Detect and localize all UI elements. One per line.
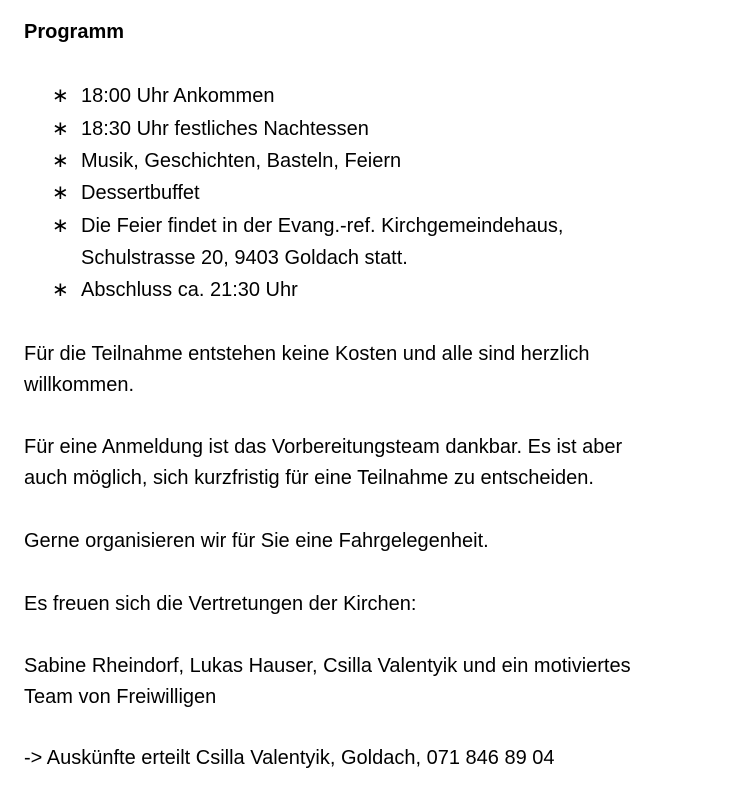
section-heading: Programm (24, 21, 125, 43)
bullet-icon: ∗ (52, 182, 69, 204)
program-item: 18:30 Uhr festliches Nachtessen (81, 118, 369, 140)
program-item: Dessertbuffet (81, 182, 200, 204)
bullet-icon: ∗ (52, 85, 69, 107)
bullet-icon: ∗ (52, 118, 69, 140)
bullet-icon: ∗ (52, 279, 69, 301)
contact-paragraph: -> Auskünfte erteilt Csilla Valentyik, Goldach, 071 846 89 04 (24, 747, 555, 769)
team-paragraph-line2: Team von Freiwilligen (24, 686, 217, 708)
transport-paragraph: Gerne organisieren wir für Sie eine Fahrgelegenheit. (24, 530, 489, 552)
registration-paragraph-line2: auch möglich, sich kurzfristig für eine Teilnahme zu entscheiden. (24, 467, 594, 489)
costs-paragraph-line2: willkommen. (24, 374, 135, 396)
program-item: Musik, Geschichten, Basteln, Feiern (81, 150, 402, 172)
greeting-paragraph: Es freuen sich die Vertretungen der Kirchen: (24, 593, 417, 615)
registration-paragraph-line1: Für eine Anmeldung ist das Vorbereitungsteam dankbar. Es ist aber (24, 436, 623, 458)
bullet-icon: ∗ (52, 150, 69, 172)
program-item: Die Feier findet in der Evang.-ref. Kirchgemeindehaus, (81, 215, 564, 237)
team-paragraph-line1: Sabine Rheindorf, Lukas Hauser, Csilla Valentyik und ein motiviertes (24, 655, 631, 677)
bullet-icon: ∗ (52, 215, 69, 237)
costs-paragraph-line1: Für die Teilnahme entstehen keine Kosten und alle sind herzlich (24, 343, 590, 365)
program-item: Abschluss ca. 21:30 Uhr (81, 279, 298, 301)
program-item-continuation: Schulstrasse 20, 9403 Goldach statt. (81, 247, 408, 269)
program-item: 18:00 Uhr Ankommen (81, 85, 275, 107)
